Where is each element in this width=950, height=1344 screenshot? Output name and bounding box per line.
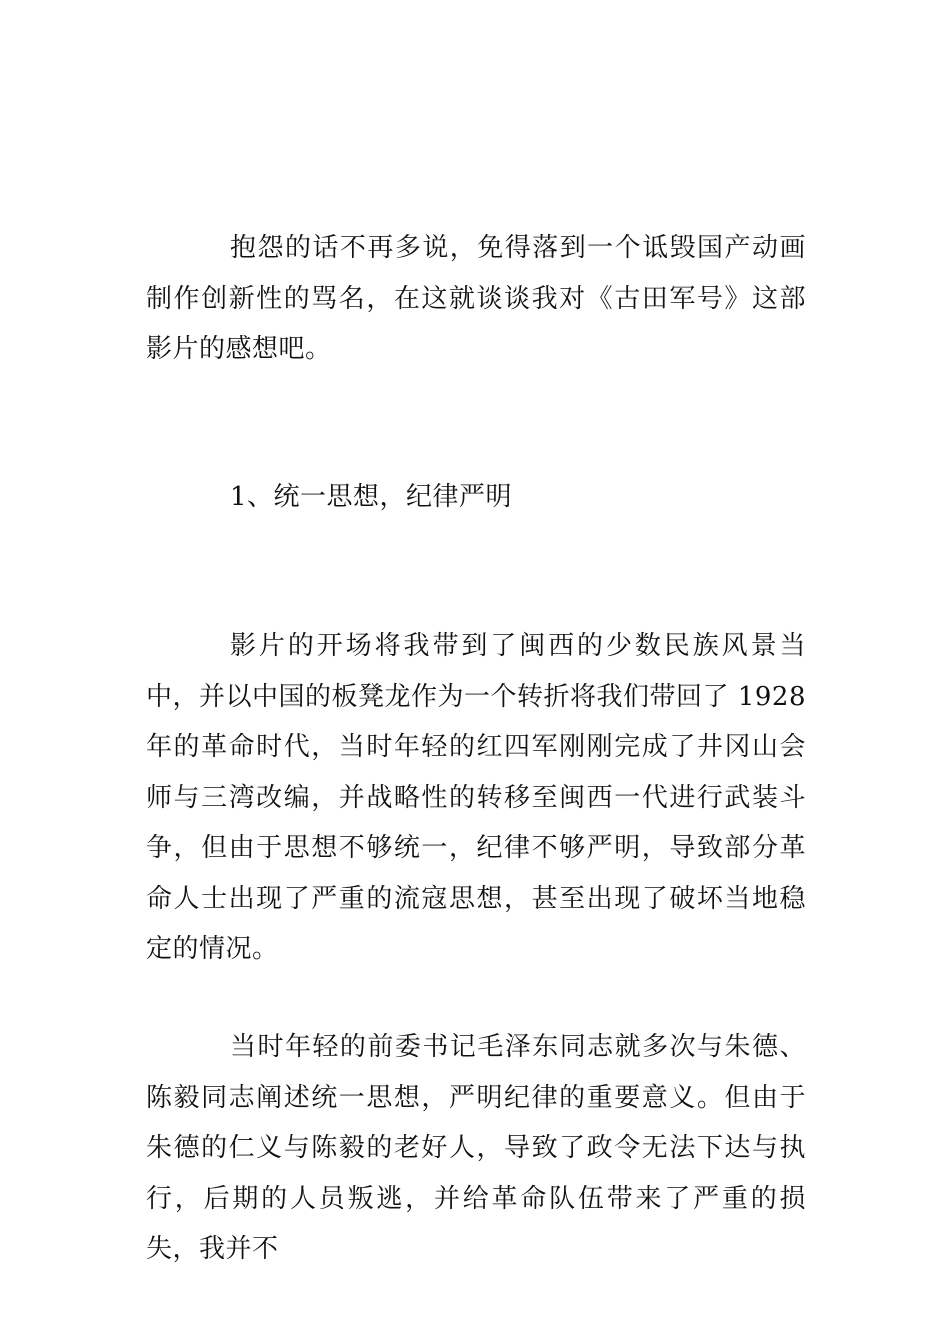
- paragraph-intro: 抱怨的话不再多说，免得落到一个诋毁国产动画制作创新性的骂名，在这就谈谈我对《古田军号》这部影片的感想吧。: [146, 233, 806, 364]
- paragraph-discipline: 当时年轻的前委书记毛泽东同志就多次与朱德、陈毅同志阐述统一思想，严明纪律的重要意义。但由于朱德的仁义与陈毅的老好人，导致了政令无法下达与执行，后期的人员叛逃，并给革命队伍带来了严重的损失，我并不: [146, 1032, 806, 1264]
- section-heading: 1、统一思想，纪律严明: [230, 482, 513, 512]
- paragraph-opening-scene: 影片的开场将我带到了闽西的少数民族风景当中，并以中国的板凳龙作为一个转折将我们带回了 1928 年的革命时代，当时年轻的红四军刚刚完成了井冈山会师与三湾改编，并战略性的转移至闽西一代进行武装斗争，但由于思想不够统一，纪律不够严明，导致部分革命人士出现了严重的流寇思想，甚至出现了破坏当地稳定的情况。: [146, 631, 806, 964]
